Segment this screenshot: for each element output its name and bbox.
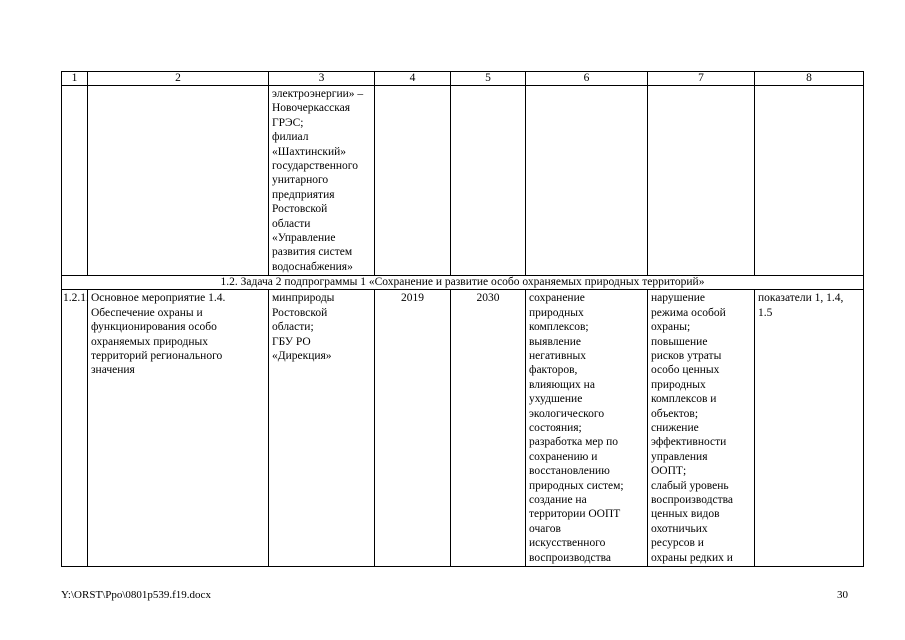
cont-cell-6 xyxy=(526,86,648,276)
measure-number: 1.2.1. xyxy=(62,290,88,567)
measure-result: сохранение природных комплексов; выявление негативных факторов, влияющих на ухудшение экологического состояния; разработка мер по сохранению и восстановлению природных систем; создание на территории ООПТ очагов искусственного воспроизводства xyxy=(526,290,648,567)
column-number-row xyxy=(62,72,864,86)
continuation-row xyxy=(62,86,864,276)
header-cell-2: 2 xyxy=(88,72,269,86)
measure-row xyxy=(62,290,864,567)
cont-cell-2 xyxy=(88,86,269,276)
cont-cell-7 xyxy=(648,86,755,276)
cont-cell-8 xyxy=(755,86,864,276)
header-cell-7: 7 xyxy=(648,72,755,86)
measure-consequences: нарушение режима особой охраны; повышение рисков утраты особо ценных природных комплексов и объектов; снижение эффективности управления ООПТ; слабый уровень воспроизводства ценных видов охотничьих ресурсов и охраны редких и xyxy=(648,290,755,567)
cont-cell-1 xyxy=(62,86,88,276)
measure-indicators: показатели 1, 1.4, 1.5 xyxy=(755,290,864,567)
header-cell-6: 6 xyxy=(526,72,648,86)
measure-start-year: 2019 xyxy=(375,290,451,567)
header-cell-3: 3 xyxy=(269,72,375,86)
measure-executor: минприроды Ростовской области; ГБУ РО «Дирекция» xyxy=(269,290,375,567)
cont-cell-5 xyxy=(451,86,526,276)
task-heading: 1.2. Задача 2 подпрограммы 1 «Сохранение и развитие особо охраняемых природных территорий» xyxy=(62,276,864,290)
task-row xyxy=(62,276,864,290)
cont-executor-cell: электроэнергии» – Новочеркасская ГРЭС; филиал «Шахтинский» государственного унитарного предприятия Ростовской области «Управление развития систем водоснабжения» xyxy=(269,86,375,276)
measure-end-year: 2030 xyxy=(451,290,526,567)
program-table xyxy=(61,71,864,567)
header-cell-4: 4 xyxy=(375,72,451,86)
page-number: 30 xyxy=(837,589,848,601)
file-path-footer: Y:\ORST\Ppo\0801p539.f19.docx xyxy=(61,589,211,601)
measure-name: Основное мероприятие 1.4. Обеспечение охраны и функционирования особо охраняемых природных территорий регионального значения xyxy=(88,290,269,567)
cont-cell-4 xyxy=(375,86,451,276)
header-cell-8: 8 xyxy=(755,72,864,86)
header-cell-1: 1 xyxy=(62,72,88,86)
header-cell-5: 5 xyxy=(451,72,526,86)
